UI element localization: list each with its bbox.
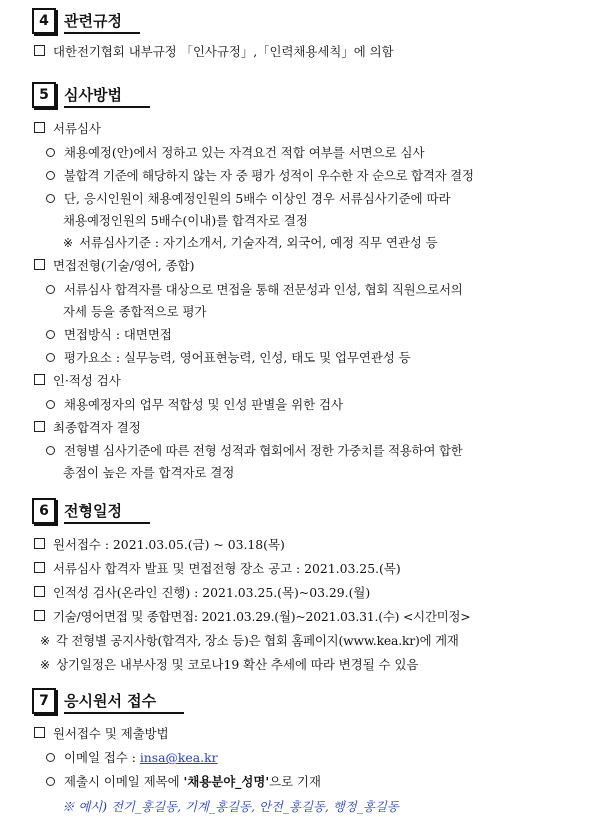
square-bullet-icon xyxy=(34,421,45,432)
list-item: 서류심사 합격자를 대상으로 면접을 통해 전문성과 인성, 협회 직원으로서의 xyxy=(46,282,463,298)
list-item: 기술/영어면접 및 종합면접: 2021.03.29.(월)~2021.03.31.(수) <시간미정> xyxy=(34,609,470,625)
circle-bullet-icon xyxy=(46,171,55,180)
email-link[interactable]: insa@kea.kr xyxy=(139,750,218,765)
circle-bullet-icon xyxy=(46,148,55,157)
section-title: 심사방법 xyxy=(64,82,150,108)
section-number-box: 6 xyxy=(32,498,56,524)
list-item: 채용예정자의 업무 적합성 및 인성 판별을 위한 검사 xyxy=(46,397,343,413)
list-item: 서류심사 xyxy=(34,121,101,137)
list-item: 제출시 이메일 제목에 '채용분야_성명'으로 기재 xyxy=(46,774,321,790)
square-bullet-icon xyxy=(34,610,45,621)
list-item-continuation: 채용예정인원의 5배수(이내)를 합격자로 결정 xyxy=(63,213,308,228)
section-number-box: 7 xyxy=(32,688,56,714)
list-item: 인·적성 검사 xyxy=(34,373,121,389)
list-item: 채용예정(안)에서 정하고 있는 자격요건 적합 여부를 서면으로 심사 xyxy=(46,145,424,161)
square-bullet-icon xyxy=(34,259,45,270)
list-item: 불합격 기준에 해당하지 않는 자 중 평가 성적이 우수한 자 순으로 합격자 결정 xyxy=(46,168,474,184)
circle-bullet-icon xyxy=(46,285,55,294)
square-bullet-icon xyxy=(34,586,45,597)
circle-bullet-icon xyxy=(46,353,55,362)
section-title: 전형일정 xyxy=(64,498,150,524)
list-item-continuation: 자세 등을 종합적으로 평가 xyxy=(63,304,207,319)
list-item: 서류심사 합격자 발표 및 면접전형 장소 공고 : 2021.03.25.(목) xyxy=(34,561,401,577)
square-bullet-icon xyxy=(34,538,45,549)
list-item: 면접방식 : 대면면접 xyxy=(46,327,172,343)
example-note: ※ 예시) 전기_홍길동, 기계_홍길동, 안전_홍길동, 행정_홍길동 xyxy=(62,799,399,814)
note-line: ※ 상기일정은 내부사정 및 코로나19 확산 추세에 따라 변경될 수 있음 xyxy=(40,657,419,672)
list-item: 전형별 심사기준에 따른 전형 성적과 협회에서 정한 가중치를 적용하여 합한 xyxy=(46,443,463,459)
list-item: 대한전기협회 내부규정 「인사규정」,「인력채용세칙」에 의함 xyxy=(34,44,394,60)
circle-bullet-icon xyxy=(46,753,55,762)
circle-bullet-icon xyxy=(46,777,55,786)
list-item: 면접전형(기술/영어, 종합) xyxy=(34,258,194,274)
section-number-box: 5 xyxy=(32,82,56,108)
square-bullet-icon xyxy=(34,727,45,738)
reference-mark-icon: ※ xyxy=(40,634,50,648)
square-bullet-icon xyxy=(34,374,45,385)
note-line: ※ 각 전형별 공지사항(합격자, 장소 등)은 협회 홈페이지(www.kea.kr)에 게재 xyxy=(40,633,459,648)
list-item: 단, 응시인원이 채용예정인원의 5배수 이상인 경우 서류심사기준에 따라 xyxy=(46,191,451,207)
reference-mark-icon: ※ xyxy=(40,658,51,672)
list-item: 최종합격자 결정 xyxy=(34,420,141,436)
list-item: 평가요소 : 실무능력, 영어표현능력, 인성, 태도 및 업무연관성 등 xyxy=(46,350,411,366)
circle-bullet-icon xyxy=(46,446,55,455)
circle-bullet-icon xyxy=(46,400,55,409)
email-subject-format: '채용분야_성명' xyxy=(183,774,270,789)
section-6-header xyxy=(32,498,150,524)
circle-bullet-icon xyxy=(46,194,55,203)
square-bullet-icon xyxy=(34,45,45,56)
list-item-continuation: 총점이 높은 자를 합격자로 결정 xyxy=(63,465,235,480)
list-item: 인적성 검사(온라인 진행) : 2021.03.25.(목)~03.29.(월) xyxy=(34,585,370,601)
list-item: 원서접수 및 제출방법 xyxy=(34,726,169,742)
section-7-header xyxy=(32,688,184,714)
circle-bullet-icon xyxy=(46,330,55,339)
section-4-header xyxy=(32,8,140,34)
square-bullet-icon xyxy=(34,562,45,573)
section-title: 응시원서 접수 xyxy=(64,688,184,714)
list-item: 이메일 접수 : insa@kea.kr xyxy=(46,750,218,766)
reference-mark-icon: ※ xyxy=(63,236,74,250)
list-item: 원서접수 : 2021.03.05.(금) ~ 03.18(목) xyxy=(34,537,285,553)
note-line: ※ 서류심사기준 : 자기소개서, 기술자격, 외국어, 예정 직무 연관성 등 xyxy=(63,235,438,250)
section-number-box: 4 xyxy=(32,8,56,34)
section-5-header xyxy=(32,82,150,108)
section-title: 관련규정 xyxy=(64,8,140,34)
square-bullet-icon xyxy=(34,122,45,133)
